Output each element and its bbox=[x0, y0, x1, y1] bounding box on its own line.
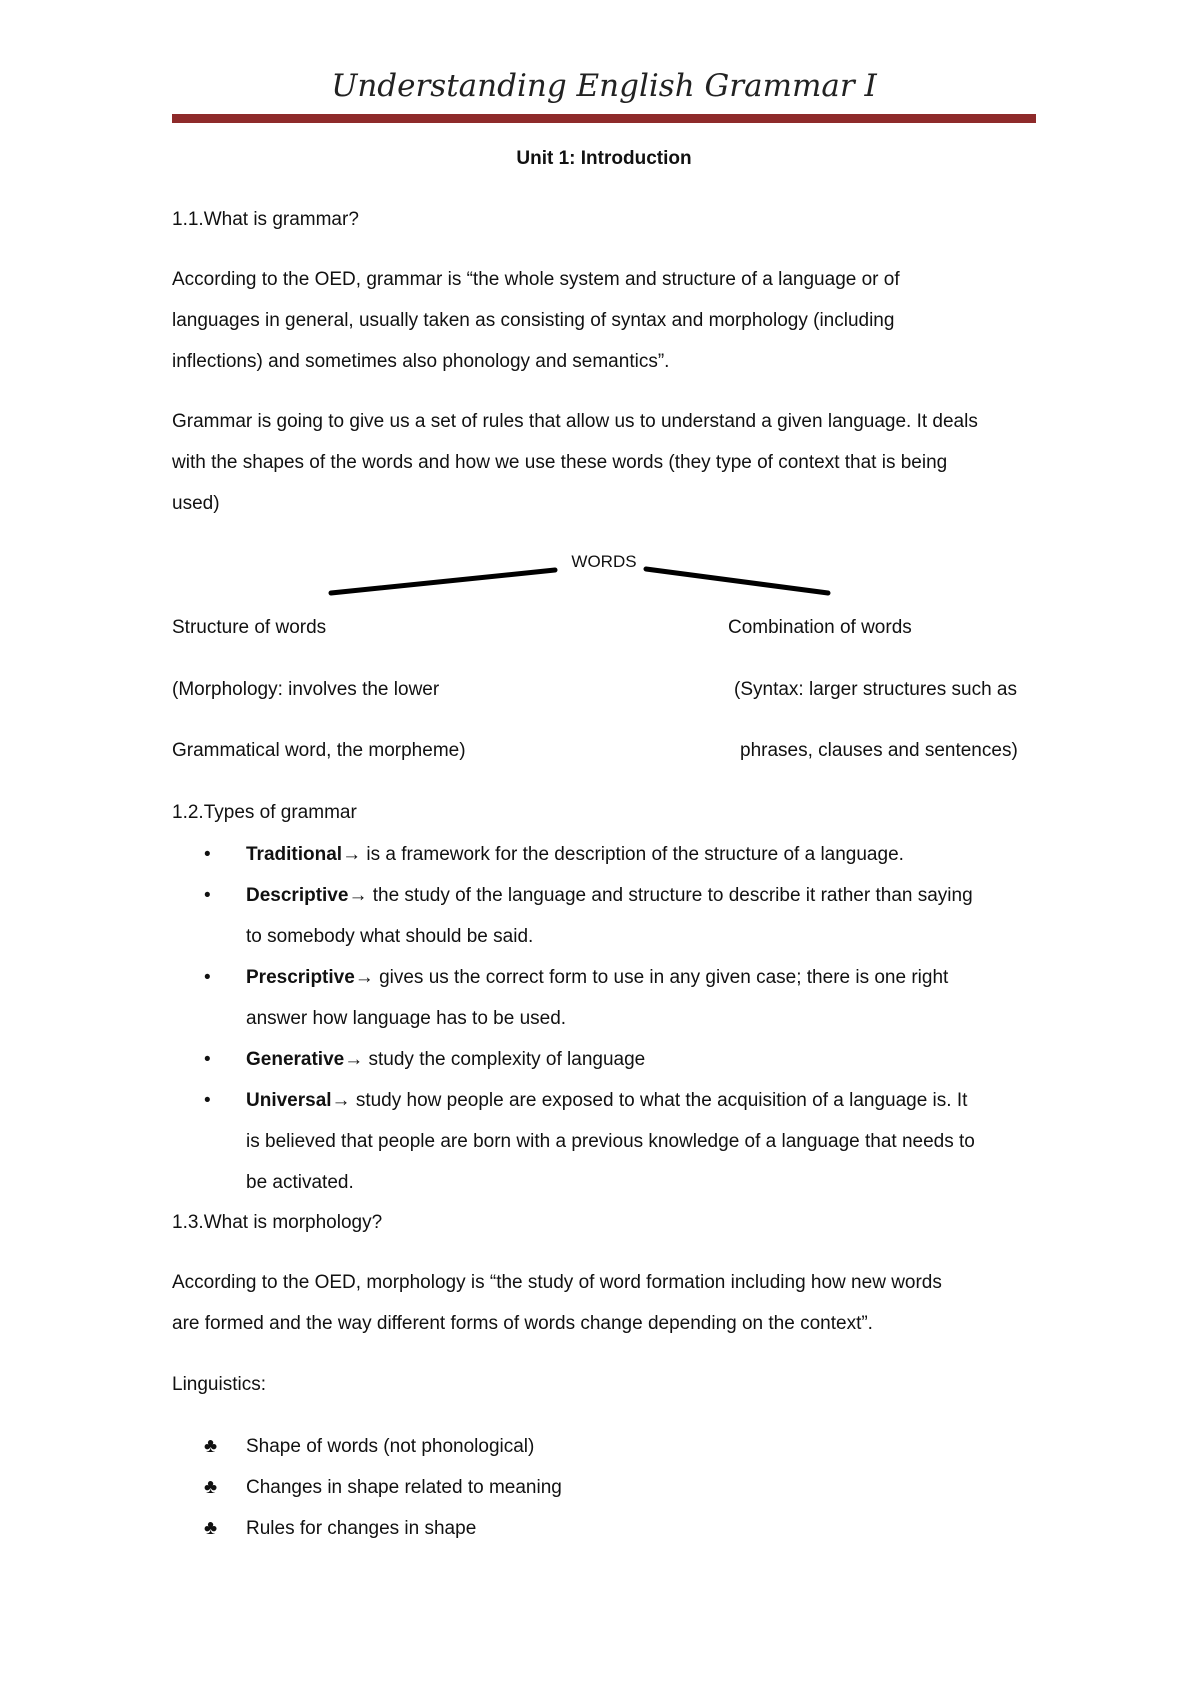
diagram-branches bbox=[172, 552, 1036, 602]
paragraph-line: inflections) and sometimes also phonology and semantics”. bbox=[172, 351, 670, 372]
diagram-left-desc-2: Grammatical word, the morpheme) bbox=[172, 740, 466, 761]
words-tree-diagram bbox=[172, 552, 1036, 602]
list-item-text bbox=[246, 834, 1040, 875]
grammar-type-term: Traditional bbox=[246, 844, 343, 865]
unit-title: Unit 1: Introduction bbox=[516, 148, 692, 169]
grammar-type-term: Descriptive bbox=[246, 885, 349, 906]
grammar-type-description: study how people are exposed to what the acquisition of a language is. It bbox=[350, 1090, 968, 1111]
paragraph-line: languages in general, usually taken as consisting of syntax and morphology (including bbox=[172, 310, 895, 331]
arrow-icon: → bbox=[348, 885, 368, 906]
club-bullet-icon: ♣ bbox=[204, 1517, 218, 1539]
arrow-icon: → bbox=[354, 967, 374, 988]
list-item-text bbox=[246, 957, 1040, 1039]
arrow-icon: → bbox=[342, 844, 362, 865]
list-item-text bbox=[246, 1080, 1040, 1203]
diagram-right-title: Combination of words bbox=[728, 617, 912, 638]
grammar-type-term: Universal bbox=[246, 1090, 332, 1111]
right-branch-line bbox=[646, 569, 828, 593]
section-heading-1-2: 1.2.Types of grammar bbox=[172, 802, 357, 823]
header-divider bbox=[172, 114, 1036, 123]
paragraph-line: According to the OED, morphology is “the study of word formation including how new words bbox=[172, 1272, 942, 1293]
grammar-type-description-cont: to somebody what should be said. bbox=[246, 926, 534, 947]
grammar-type-description-cont: answer how language has to be used. bbox=[246, 1008, 567, 1029]
paragraph-line: used) bbox=[172, 493, 220, 514]
list-item-text bbox=[246, 1039, 1040, 1080]
paragraph-line: Grammar is going to give us a set of rules that allow us to understand a given language. It deals bbox=[172, 411, 978, 432]
section-heading-1-1: 1.1.What is grammar? bbox=[172, 209, 359, 230]
diagram-left-title: Structure of words bbox=[172, 617, 327, 638]
grammar-type-description: is a framework for the description of the structure of a language. bbox=[361, 844, 904, 865]
grammar-type-description: the study of the language and structure to describe it rather than saying bbox=[367, 885, 973, 906]
club-bullet-icon: ♣ bbox=[204, 1476, 218, 1498]
paragraph-line: are formed and the way different forms of words change depending on the context”. bbox=[172, 1313, 873, 1334]
bullet-icon: • bbox=[204, 1049, 211, 1070]
list-item-text: Changes in shape related to meaning bbox=[246, 1477, 562, 1498]
bullet-icon: • bbox=[204, 1090, 211, 1111]
arrow-icon: → bbox=[331, 1090, 351, 1111]
paragraph-line: According to the OED, grammar is “the whole system and structure of a language or of bbox=[172, 269, 900, 290]
grammar-type-term: Prescriptive bbox=[246, 967, 355, 988]
grammar-type-description-cont: be activated. bbox=[246, 1172, 354, 1193]
paragraph-line: with the shapes of the words and how we use these words (they type of context that is being bbox=[172, 452, 948, 473]
diagram-right-desc-1: (Syntax: larger structures such as bbox=[734, 679, 1017, 700]
list-item-text bbox=[246, 875, 1040, 957]
linguistics-label: Linguistics: bbox=[172, 1374, 266, 1395]
grammar-explanation-paragraph bbox=[172, 401, 1042, 524]
bullet-icon: • bbox=[204, 885, 211, 906]
section-heading-1-3: 1.3.What is morphology? bbox=[172, 1212, 383, 1233]
club-bullet-icon: ♣ bbox=[204, 1435, 218, 1457]
definition-paragraph-grammar bbox=[172, 259, 1042, 382]
left-branch-line bbox=[331, 570, 555, 593]
definition-paragraph-morphology bbox=[172, 1262, 1042, 1344]
document-header-title: Understanding English Grammar I bbox=[331, 68, 877, 104]
grammar-type-description-cont: is believed that people are born with a previous knowledge of a language that needs to bbox=[246, 1131, 975, 1152]
bullet-icon: • bbox=[204, 844, 211, 865]
list-item-text: Rules for changes in shape bbox=[246, 1518, 477, 1539]
list-item-text: Shape of words (not phonological) bbox=[246, 1436, 535, 1457]
grammar-type-term: Generative bbox=[246, 1049, 345, 1070]
bullet-icon: • bbox=[204, 967, 211, 988]
diagram-root-label: WORDS bbox=[571, 552, 637, 571]
diagram-left-desc-1: (Morphology: involves the lower bbox=[172, 679, 440, 700]
grammar-type-description: study the complexity of language bbox=[363, 1049, 646, 1070]
diagram-right-desc-2: phrases, clauses and sentences) bbox=[740, 740, 1018, 761]
grammar-type-description: gives us the correct form to use in any given case; there is one right bbox=[373, 967, 949, 988]
arrow-icon: → bbox=[344, 1049, 364, 1070]
